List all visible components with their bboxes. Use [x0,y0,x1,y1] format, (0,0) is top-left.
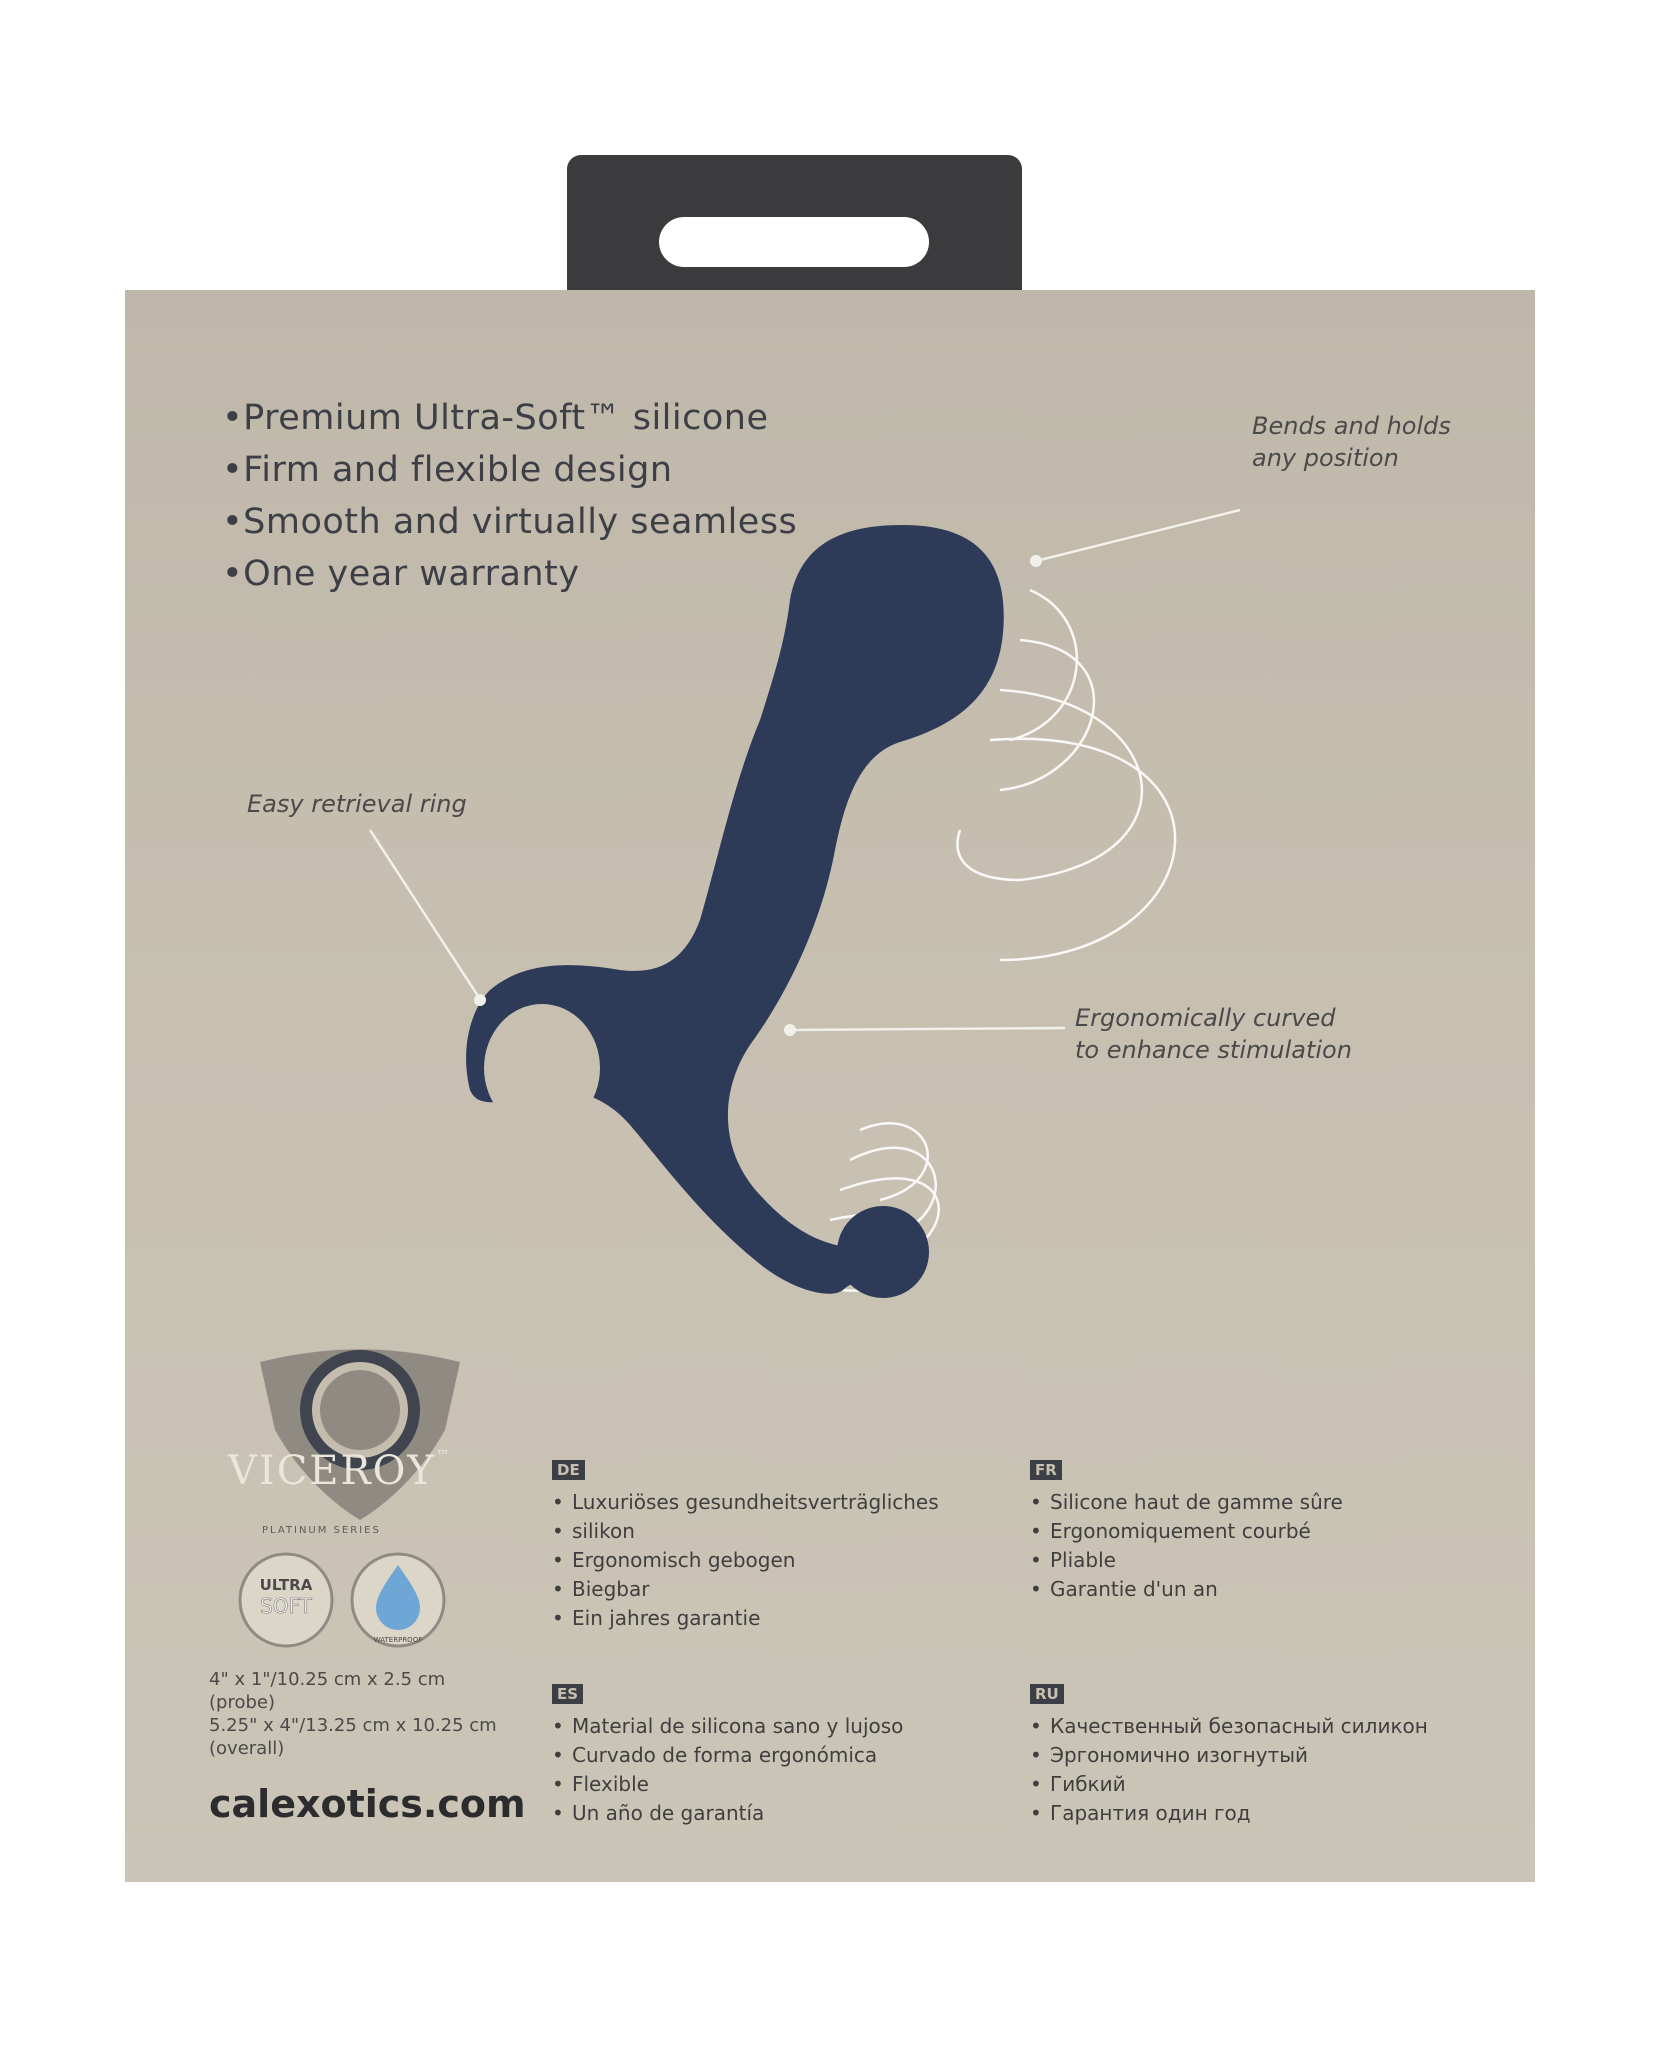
waterproof-badge [352,1554,444,1646]
callout-curved-line1: Ergonomically curved [1075,1004,1336,1032]
lang-item: • Garantie d'un an [1030,1575,1343,1604]
lang-item: • Ergonomiquement courbé [1030,1517,1343,1546]
lang-item: • Curvado de forma ergonómica [552,1741,903,1770]
product-body [466,525,1004,1298]
lang-item: • Un año de garantía [552,1799,903,1828]
lang-tag-ru: RU [1030,1684,1064,1704]
lang-item: • Эргономично изогнутый [1030,1741,1428,1770]
badge-waterproof-text: WATERPROOF [373,1636,423,1644]
lang-item: • Material de silicona sano y lujoso [552,1712,903,1741]
lang-list-de [552,1488,939,1633]
lang-item: • Гибкий [1030,1770,1428,1799]
lang-list-es [552,1712,903,1828]
lang-item: • silikon [552,1517,939,1546]
lang-item: • Silicone haut de gamme sûre [1030,1488,1343,1517]
lang-item: • Luxuriöses gesundheitsverträgliches [552,1488,939,1517]
brand-series: PLATINUM SERIES [262,1525,381,1536]
brand-tm: ™ [435,1448,452,1464]
lang-list-fr [1030,1488,1343,1604]
dimensions [209,1668,497,1760]
dimension-overall-label: (overall) [209,1738,285,1759]
lang-item: • Pliable [1030,1546,1343,1575]
badge-ultra-text: ULTRA [259,1576,313,1594]
callout-curved-line2: to enhance stimulation [1075,1036,1352,1064]
lang-item: • Flexible [552,1770,903,1799]
callout-ring: Easy retrieval ring [247,790,467,818]
dimension-probe: 4" x 1"/10.25 cm x 2.5 cm [209,1669,446,1690]
lang-item: • Ergonomisch gebogen [552,1546,939,1575]
lang-tag-fr: FR [1030,1460,1062,1480]
callout-bends-line2: any position [1252,444,1399,472]
feature-item: •Firm and flexible design [222,450,673,490]
lang-item: • Biegbar [552,1575,939,1604]
callout-bends-line1: Bends and holds [1252,412,1451,440]
lang-item: • Гарантия один год [1030,1799,1428,1828]
lang-tag-de: DE [552,1460,585,1480]
retrieval-ring-hole [484,1004,600,1132]
website: calexotics.com [209,1782,526,1826]
viceroy-logo [260,1349,460,1520]
feature-item: •One year warranty [222,554,580,594]
feature-item: •Smooth and virtually seamless [222,502,798,542]
lang-item: • Ein jahres garantie [552,1604,939,1633]
lang-item: • Качественный безопасный силикон [1030,1712,1428,1741]
lang-list-ru [1030,1712,1428,1828]
lang-tag-es: ES [552,1684,583,1704]
ultra-soft-badge [240,1554,332,1646]
dimension-overall: 5.25" x 4"/13.25 cm x 10.25 cm [209,1715,497,1736]
badge-soft-text: SOFT [260,1594,312,1618]
brand-name [228,1448,452,1494]
feature-item: •Premium Ultra-Soft™ silicone [222,398,769,438]
dimension-probe-label: (probe) [209,1692,275,1713]
brand-name-text: VICEROY [228,1448,436,1494]
